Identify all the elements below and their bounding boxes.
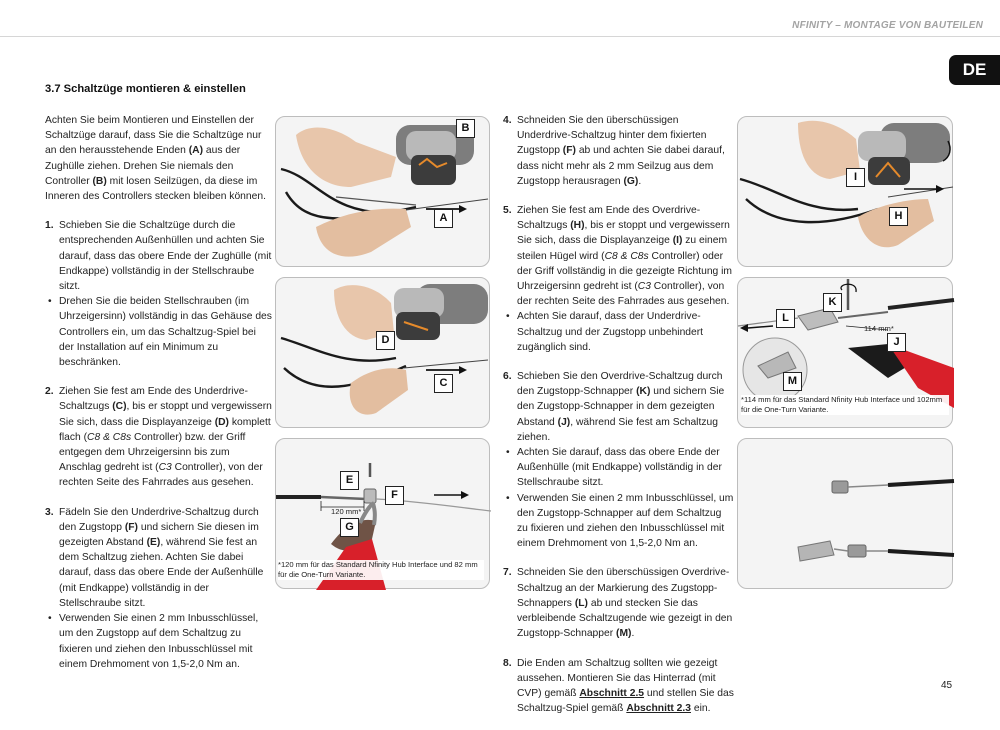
figure-3-cable-stop-photo — [275, 438, 490, 589]
language-tab: DE — [949, 55, 1000, 85]
intro-paragraph: Achten Sie beim Montieren und Einstellen der Schaltzüge darauf, dass Sie die Schaltzüge nur an den herausstehende Enden (A) aus der Zughülle ziehen. Drehen Sie niemals den Controller (B) mit losen Seilzügen, da diese im Inneren des Controllers stecken bleiben können. — [45, 115, 266, 203]
callout-e: E — [340, 471, 359, 490]
left-text-column — [45, 113, 273, 686]
figure-1-controller-photo — [275, 116, 490, 267]
callout-j: J — [887, 333, 906, 352]
controller-illustration-2 — [276, 278, 491, 429]
callout-k: K — [823, 293, 842, 312]
figure-3-note: *120 mm für das Standard Nfinity Hub Interface und 82 mm für die One-Turn Variante. — [278, 560, 484, 580]
callout-a: A — [434, 209, 453, 228]
figure-4-controller-photo — [737, 116, 953, 267]
step-7: 7. Schneiden Sie den überschüssigen Overdrive-Schaltzug an der Markierung des Zugstopp-Schnappers (L) ab und stecken Sie das verbleibende Schaltzugende wie gezeigt in den Zugstopp-Schnapper (M). — [503, 567, 733, 640]
callout-d: D — [376, 331, 395, 350]
callout-c: C — [434, 374, 453, 393]
step-1: 1. Schieben Sie die Schaltzüge durch die entsprechenden Außenhüllen und achten Sie darauf, dass das obere Ende der Zughülle (mit Endkappe) vollständig in der Stellschraube sitzt. • Drehen Sie die beiden Stellschrauben (im Uhrzeigersinn) vollständig in das Gehäuse des Controllers ein, um das Schaltzug-Spiel bei der Installation auf ein Minimum zu beschränken. — [45, 220, 272, 369]
dimension-114mm: 114 mm* — [864, 324, 894, 333]
middle-text-column — [503, 113, 735, 730]
step-4: 4. Schneiden Sie den überschüssigen Underdrive-Schaltzug hinter dem fixierten Zugstopp (F) ab und achten Sie dabei darauf, dass nicht mehr als 2 mm Seilzug aus dem Zugstopp herausragen (G). — [503, 115, 725, 187]
callout-m: M — [783, 372, 802, 391]
callout-f: F — [385, 486, 404, 505]
figure-2-controller-photo — [275, 277, 490, 428]
header-rule — [0, 36, 1000, 37]
callout-g: G — [340, 518, 359, 537]
step-2: 2. Ziehen Sie fest am Ende des Underdrive-Schaltzugs (C), bis er stoppt und vergewissern Sie sich, dass die Displayanzeige (D) komplett flach (C8 & C8s Controller) bzw. der Griff entgegen dem Uhrzeigersinn bis zum Anschlag gedreht ist (C3 Controller), von der rechten Seite des Fahrrades aus gesehen. — [45, 386, 272, 489]
dimension-120mm: 120 mm* — [331, 507, 362, 516]
controller-illustration — [276, 117, 491, 268]
figure-5-note: *114 mm für das Standard Nfinity Hub Interface und 102mm für die One-Turn Variante. — [741, 395, 949, 415]
figure-5-snapper-photo — [737, 277, 953, 428]
running-head: NFINITY – MONTAGE VON BAUTEILEN — [792, 20, 983, 31]
controller-illustration-3 — [738, 117, 954, 268]
step-5: 5. Ziehen Sie fest am Ende des Overdrive-Schaltzugs (H), bis er stoppt und vergewissern Sie sich, dass die Displayanzeige (I) zu einem steilen Hügel wird (C8 & C8s Controller) oder der Griff vollständig in die gezeigte Richtung im Uhrzeigersinn gedreht ist (C3 Controller), von der rechten Seite des Fahrrades aus gesehen. • Achten Sie darauf, dass der Underdrive-Schaltzug und der Zugstopp unbehindert zugänglich sind. — [503, 205, 733, 353]
callout-h: H — [889, 207, 908, 226]
link-abschnitt-2-5[interactable]: Abschnitt 2.5 — [579, 687, 645, 699]
section-title: 3.7 Schaltzüge montieren & einstellen — [45, 83, 246, 95]
step-8: 8. Die Enden am Schaltzug sollten wie gezeigt aussehen. Montieren Sie das Hinterrad (mit CVP) gemäß Abschnitt 2.5 und stellen Sie das Schaltzug-Spiel gemäß Abschnitt 2.3 ein. — [503, 657, 734, 715]
step-3: 3. Fädeln Sie den Underdrive-Schaltzug durch den Zugstopp (F) und sichern Sie diesen im gezeigten Abstand (E), während Sie fest an dem Schaltzug ziehen. Achten Sie dabei darauf, dass das obere Ende der Außenhülle (mit Endkappe) vollständig in der Stellschraube sitzt. • Verwenden Sie einen 2 mm Inbusschlüssel, um den Zugstopp auf dem Schaltzug zu fixieren und ziehen den Inbusschlüssel mit einem Drehmoment von 1,5-2,0 Nm an. — [45, 506, 264, 670]
page-number: 45 — [941, 680, 953, 691]
callout-i: I — [846, 168, 865, 187]
callout-l: L — [776, 309, 795, 328]
figure-6-cable-ends-photo — [737, 438, 953, 589]
step-6: 6. Schieben Sie den Overdrive-Schaltzug durch den Zugstopp-Schnapper (K) und sichern Sie den Zugstopp-Schnapper in dem gezeigten Abstand (J), während Sie fest am Schaltzug ziehen. • Achten Sie darauf, dass das obere Ende der Außenhülle (mit Endkappe) vollständig in der Stellschraube sitzt. • Verwenden Sie einen 2 mm Inbusschlüssel, um den Zugstopp-Schnapper auf dem Schaltzug zu fixieren und ziehen den Inbusschlüssel mit einem Drehmoment von 1,5-2,0 Nm an. — [503, 371, 734, 550]
cable-ends-illustration — [738, 439, 954, 590]
link-abschnitt-2-3[interactable]: Abschnitt 2.3 — [626, 703, 691, 715]
callout-b: B — [456, 119, 475, 138]
